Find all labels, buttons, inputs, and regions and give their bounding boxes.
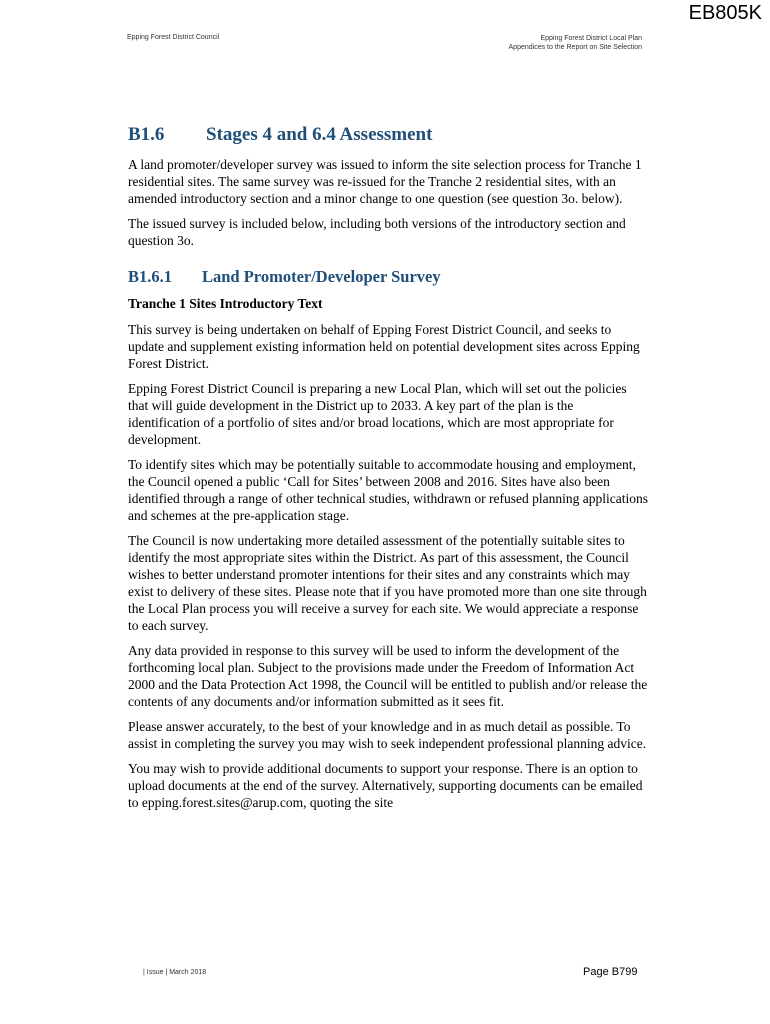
paragraph: This survey is being undertaken on behalf of Epping Forest District Council, and seeks to update and supplement existing information held on potential development sites across Epping Forest District.: [128, 322, 640, 371]
document-reference: EB805K: [688, 2, 762, 24]
header-title-line-1: Epping Forest District Local Plan: [540, 35, 642, 42]
section-number: B1.6: [128, 124, 165, 145]
page-number: Page B799: [583, 966, 638, 978]
section-title: Stages 4 and 6.4 Assessment: [206, 124, 433, 145]
tranche-1-subheading: Tranche 1 Sites Introductory Text: [128, 296, 323, 311]
paragraph: You may wish to provide additional documents to support your response. There is an option to upload documents at the end of the survey. Alternatively, supporting documents can be emailed to epping.forest.sites@arup.com, quoting the site: [128, 761, 643, 810]
paragraph: To identify sites which may be potentially suitable to accommodate housing and employment, the Council opened a public ‘Call for Sites’ between 2008 and 2016. Sites have also been identified through a range of other technical studies, withdrawn or refused planning applications and schemes at the pre-application stage.: [128, 457, 648, 523]
footer-issue-date: | Issue | March 2018: [143, 969, 207, 976]
paragraph: The issued survey is included below, including both versions of the introductory section and question 3o.: [128, 216, 626, 248]
paragraph: A land promoter/developer survey was issued to inform the site selection process for Tranche 1 residential sites. The same survey was re-issued for the Tranche 2 residential sites, with an amended introductory section and a minor change to one question (see question 3o. below).: [128, 157, 642, 206]
subsection-number: B1.6.1: [128, 267, 173, 286]
paragraph: Any data provided in response to this survey will be used to inform the development of the forthcoming local plan. Subject to the provisions made under the Freedom of Information Act 2000 and the Data Protection Act 1998, the Council will be entitled to publish and/or release the contents of any documents and/or information submitted as it sees fit.: [128, 643, 648, 709]
page-body: [128, 124, 648, 819]
paragraph: Epping Forest District Council is preparing a new Local Plan, which will set out the policies that will guide development in the District up to 2033. A key part of the plan is the identification of a portfolio of sites and/or broad locations, which are most appropriate for development.: [128, 381, 627, 447]
subsection-heading: [128, 267, 648, 287]
header-document-title: [509, 34, 642, 52]
header-title-line-2: Appendices to the Report on Site Selection: [508, 44, 642, 51]
section-heading: [128, 124, 648, 146]
paragraph: The Council is now undertaking more detailed assessment of the potentially suitable sites to identify the most appropriate sites within the District. As part of this assessment, the Council wishes to better understand promoter intentions for their sites and any constraints which may exist to delivery of these sites. Please note that if you have promoted more than one site through the Local Plan process you will receive a survey for each site. We would appreciate a response to each survey.: [128, 533, 647, 633]
subsection-title: Land Promoter/Developer Survey: [202, 267, 441, 286]
paragraph: Please answer accurately, to the best of your knowledge and in as much detail as possible. To assist in completing the survey you may wish to seek independent professional planning advice.: [128, 719, 647, 751]
header-organisation: Epping Forest District Council: [127, 34, 220, 41]
